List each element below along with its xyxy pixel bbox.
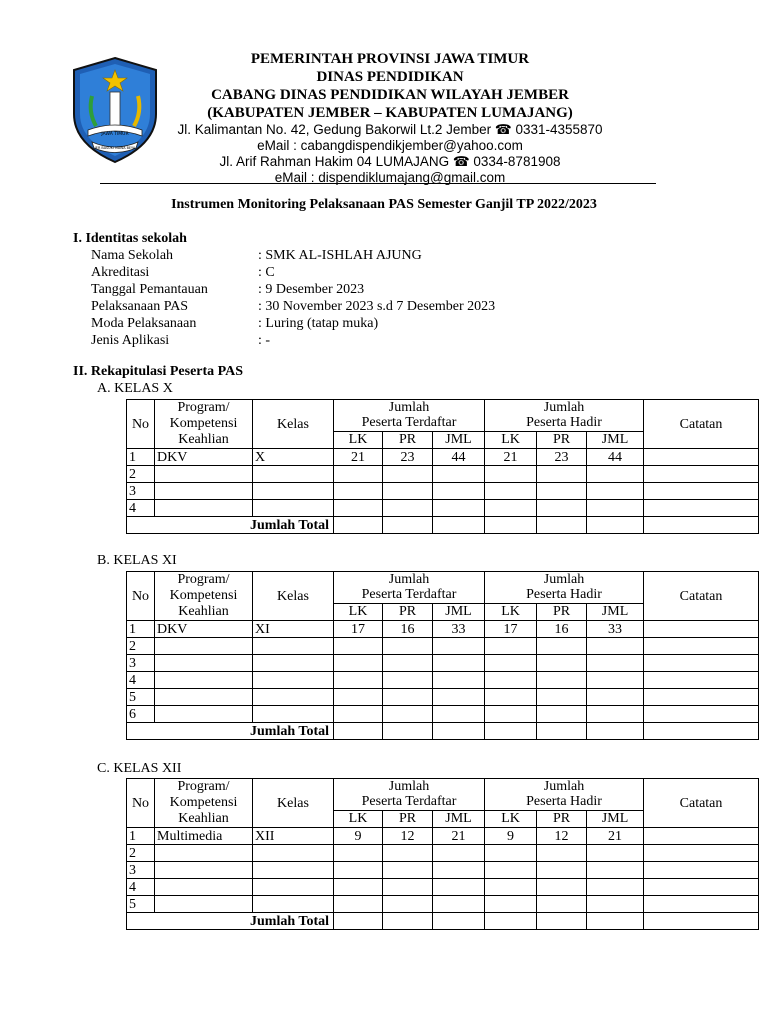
total-row bbox=[127, 913, 759, 930]
rekap-table bbox=[126, 399, 759, 534]
cell-h-jml bbox=[587, 466, 644, 483]
header-jumlah: Jumlah bbox=[388, 400, 430, 416]
cell-t-pr: 12 bbox=[383, 828, 433, 845]
cell-t-jml bbox=[433, 896, 485, 913]
cell-h-jml bbox=[587, 483, 644, 500]
total-label: Jumlah Total bbox=[127, 517, 334, 534]
table-row bbox=[127, 621, 759, 638]
cell-h-pr: 23 bbox=[537, 449, 587, 466]
class-heading: C. KELAS XII bbox=[97, 761, 182, 776]
cell-no: 3 bbox=[127, 862, 155, 879]
header-jml: JML bbox=[433, 810, 485, 827]
header-jumlah: Jumlah bbox=[388, 779, 430, 795]
total-cell bbox=[383, 723, 433, 740]
header-pr: PR bbox=[537, 603, 587, 620]
header-peserta-hadir: Peserta Hadir bbox=[526, 794, 602, 810]
cell-t-pr bbox=[383, 672, 433, 689]
identitas-value: : Luring (tatap muka) bbox=[258, 316, 379, 331]
header-lk: LK bbox=[485, 603, 537, 620]
cell-t-lk bbox=[334, 638, 383, 655]
header-lk: LK bbox=[485, 810, 537, 827]
cell-program bbox=[155, 672, 253, 689]
cell-catatan bbox=[644, 483, 759, 500]
cell-h-jml bbox=[587, 845, 644, 862]
cell-program bbox=[155, 655, 253, 672]
cell-t-jml bbox=[433, 638, 485, 655]
header-program-line: Kompetensi bbox=[169, 416, 238, 431]
header-program-line: Keahlian bbox=[178, 604, 229, 619]
total-row bbox=[127, 517, 759, 534]
cell-h-pr bbox=[537, 672, 587, 689]
table-row bbox=[127, 862, 759, 879]
cell-kelas bbox=[253, 672, 334, 689]
header-lk: LK bbox=[334, 431, 383, 448]
class-heading: A. KELAS X bbox=[97, 381, 173, 396]
total-cell bbox=[587, 517, 644, 534]
cell-h-lk bbox=[485, 862, 537, 879]
header-jumlah: Jumlah bbox=[388, 572, 430, 588]
cell-kelas: X bbox=[253, 449, 334, 466]
cell-no: 6 bbox=[127, 706, 155, 723]
total-cell bbox=[537, 517, 587, 534]
cell-t-jml bbox=[433, 862, 485, 879]
cell-catatan bbox=[644, 879, 759, 896]
cell-t-lk bbox=[334, 672, 383, 689]
total-cell bbox=[644, 913, 759, 930]
total-row bbox=[127, 723, 759, 740]
cell-no: 5 bbox=[127, 896, 155, 913]
cell-t-jml bbox=[433, 879, 485, 896]
cell-h-lk bbox=[485, 672, 537, 689]
table-row bbox=[127, 689, 759, 706]
table-row bbox=[127, 655, 759, 672]
cell-kelas bbox=[253, 706, 334, 723]
total-cell bbox=[485, 517, 537, 534]
cell-h-lk bbox=[485, 466, 537, 483]
cell-kelas bbox=[253, 896, 334, 913]
cell-h-jml: 33 bbox=[587, 621, 644, 638]
total-label: Jumlah Total bbox=[127, 723, 334, 740]
cell-no: 4 bbox=[127, 879, 155, 896]
total-cell bbox=[537, 913, 587, 930]
header-terdaftar bbox=[334, 400, 485, 432]
header-pr: PR bbox=[383, 603, 433, 620]
cell-t-lk bbox=[334, 689, 383, 706]
identitas-label: Pelaksanaan PAS bbox=[91, 299, 189, 314]
header-program-line: Keahlian bbox=[178, 811, 229, 826]
cell-t-jml bbox=[433, 689, 485, 706]
cell-t-pr: 16 bbox=[383, 621, 433, 638]
header-hadir bbox=[485, 400, 644, 432]
table-row bbox=[127, 828, 759, 845]
cell-h-pr bbox=[537, 896, 587, 913]
cell-kelas bbox=[253, 638, 334, 655]
class-heading: B. KELAS XI bbox=[97, 553, 177, 568]
cell-program bbox=[155, 500, 253, 517]
section-rekap-heading: II. Rekapitulasi Peserta PAS bbox=[73, 364, 244, 379]
identitas-label: Moda Pelaksanaan bbox=[91, 316, 197, 331]
section-identitas-heading: I. Identitas sekolah bbox=[73, 231, 187, 246]
identitas-label: Jenis Aplikasi bbox=[91, 333, 170, 348]
rekap-table bbox=[126, 571, 759, 740]
cell-h-lk: 17 bbox=[485, 621, 537, 638]
header-pr: PR bbox=[383, 810, 433, 827]
cell-t-jml: 33 bbox=[433, 621, 485, 638]
cell-program: DKV bbox=[155, 621, 253, 638]
cell-no: 2 bbox=[127, 466, 155, 483]
total-cell bbox=[644, 517, 759, 534]
letterhead bbox=[150, 50, 630, 186]
cell-t-pr bbox=[383, 466, 433, 483]
header-kelas: Kelas bbox=[253, 779, 334, 828]
cell-kelas bbox=[253, 862, 334, 879]
cell-h-jml bbox=[587, 879, 644, 896]
header-program-line: Kompetensi bbox=[169, 588, 238, 603]
letterhead-email-jember: eMail : cabangdispendikjember@yahoo.com bbox=[257, 138, 523, 153]
total-cell bbox=[587, 913, 644, 930]
cell-t-lk bbox=[334, 706, 383, 723]
identitas-value: : C bbox=[258, 265, 275, 280]
cell-t-pr bbox=[383, 706, 433, 723]
cell-t-jml bbox=[433, 655, 485, 672]
header-jml: JML bbox=[587, 603, 644, 620]
cell-catatan bbox=[644, 862, 759, 879]
cell-no: 1 bbox=[127, 449, 155, 466]
cell-h-jml: 21 bbox=[587, 828, 644, 845]
cell-h-pr: 12 bbox=[537, 828, 587, 845]
header-jumlah: Jumlah bbox=[543, 779, 585, 795]
cell-t-pr bbox=[383, 845, 433, 862]
header-peserta-terdaftar: Peserta Terdaftar bbox=[361, 794, 457, 810]
cell-h-pr bbox=[537, 638, 587, 655]
cell-no: 3 bbox=[127, 483, 155, 500]
cell-t-pr: 23 bbox=[383, 449, 433, 466]
cell-h-jml bbox=[587, 672, 644, 689]
cell-h-jml bbox=[587, 706, 644, 723]
cell-h-lk: 9 bbox=[485, 828, 537, 845]
header-hadir bbox=[485, 572, 644, 604]
letterhead-line-1: PEMERINTAH PROVINSI JAWA TIMUR bbox=[250, 51, 530, 67]
cell-no: 1 bbox=[127, 621, 155, 638]
cell-t-lk: 9 bbox=[334, 828, 383, 845]
total-cell bbox=[587, 723, 644, 740]
cell-no: 3 bbox=[127, 655, 155, 672]
header-program-line: Kompetensi bbox=[169, 795, 238, 810]
cell-t-pr bbox=[383, 655, 433, 672]
header-no: No bbox=[127, 572, 155, 621]
header-terdaftar bbox=[334, 572, 485, 604]
header-lk: LK bbox=[334, 603, 383, 620]
total-label: Jumlah Total bbox=[127, 913, 334, 930]
cell-program bbox=[155, 689, 253, 706]
cell-t-pr bbox=[383, 638, 433, 655]
cell-h-pr bbox=[537, 706, 587, 723]
header-jml: JML bbox=[433, 431, 485, 448]
cell-h-lk bbox=[485, 706, 537, 723]
cell-h-lk bbox=[485, 896, 537, 913]
table-row bbox=[127, 483, 759, 500]
header-lk: LK bbox=[485, 431, 537, 448]
cell-t-jml bbox=[433, 483, 485, 500]
letterhead-address-lumajang: Jl. Arif Rahman Hakim 04 LUMAJANG ☎ 0334-8781908 bbox=[219, 154, 561, 169]
identitas-label: Akreditasi bbox=[91, 265, 150, 280]
header-no: No bbox=[127, 400, 155, 449]
logo-name-text: JAWA TIMUR bbox=[101, 132, 129, 137]
header-jml: JML bbox=[587, 431, 644, 448]
cell-t-pr bbox=[383, 689, 433, 706]
total-cell bbox=[334, 517, 383, 534]
letterhead-divider bbox=[100, 183, 656, 184]
header-program-line: Program/ bbox=[177, 779, 230, 794]
cell-kelas bbox=[253, 466, 334, 483]
cell-h-jml: 44 bbox=[587, 449, 644, 466]
cell-catatan bbox=[644, 500, 759, 517]
cell-t-lk: 17 bbox=[334, 621, 383, 638]
cell-t-jml bbox=[433, 500, 485, 517]
cell-h-lk bbox=[485, 500, 537, 517]
cell-program bbox=[155, 896, 253, 913]
header-hadir bbox=[485, 779, 644, 811]
cell-catatan bbox=[644, 466, 759, 483]
table-row bbox=[127, 466, 759, 483]
cell-h-jml bbox=[587, 896, 644, 913]
table-row bbox=[127, 845, 759, 862]
cell-t-pr bbox=[383, 896, 433, 913]
cell-t-pr bbox=[383, 862, 433, 879]
cell-catatan bbox=[644, 845, 759, 862]
cell-program bbox=[155, 638, 253, 655]
cell-kelas bbox=[253, 483, 334, 500]
cell-h-jml bbox=[587, 689, 644, 706]
letterhead-address-jember: Jl. Kalimantan No. 42, Gedung Bakorwil Lt.2 Jember ☎ 0331-4355870 bbox=[177, 122, 603, 137]
cell-t-jml bbox=[433, 706, 485, 723]
cell-t-jml: 21 bbox=[433, 828, 485, 845]
header-kelas: Kelas bbox=[253, 572, 334, 621]
total-cell bbox=[433, 723, 485, 740]
cell-h-lk bbox=[485, 483, 537, 500]
cell-catatan bbox=[644, 828, 759, 845]
cell-h-pr bbox=[537, 483, 587, 500]
cell-no: 2 bbox=[127, 638, 155, 655]
cell-h-jml bbox=[587, 500, 644, 517]
cell-h-pr bbox=[537, 689, 587, 706]
cell-catatan bbox=[644, 706, 759, 723]
cell-t-lk bbox=[334, 500, 383, 517]
total-cell bbox=[383, 517, 433, 534]
cell-kelas: XI bbox=[253, 621, 334, 638]
logo-motto-text: JER BASUKI MAWA BEYA bbox=[94, 146, 136, 150]
cell-t-pr bbox=[383, 879, 433, 896]
cell-program bbox=[155, 845, 253, 862]
letterhead-line-2: DINAS PENDIDIKAN bbox=[316, 69, 464, 85]
identitas-label: Nama Sekolah bbox=[91, 248, 174, 263]
cell-t-lk bbox=[334, 483, 383, 500]
cell-h-lk bbox=[485, 845, 537, 862]
header-catatan: Catatan bbox=[644, 572, 759, 621]
cell-h-jml bbox=[587, 862, 644, 879]
cell-t-jml bbox=[433, 672, 485, 689]
identitas-label: Tanggal Pemantauan bbox=[91, 282, 208, 297]
table-row bbox=[127, 500, 759, 517]
cell-kelas bbox=[253, 655, 334, 672]
table-row bbox=[127, 896, 759, 913]
table-row bbox=[127, 672, 759, 689]
cell-no: 4 bbox=[127, 500, 155, 517]
cell-h-pr bbox=[537, 500, 587, 517]
identitas-value: : - bbox=[258, 333, 271, 348]
header-kelas: Kelas bbox=[253, 400, 334, 449]
header-lk: LK bbox=[334, 810, 383, 827]
header-program-line: Keahlian bbox=[178, 432, 229, 447]
cell-t-pr bbox=[383, 500, 433, 517]
header-pr: PR bbox=[537, 431, 587, 448]
header-peserta-hadir: Peserta Hadir bbox=[526, 587, 602, 603]
cell-t-pr bbox=[383, 483, 433, 500]
total-cell bbox=[485, 723, 537, 740]
cell-catatan bbox=[644, 638, 759, 655]
header-jumlah: Jumlah bbox=[543, 400, 585, 416]
letterhead-line-3: CABANG DINAS PENDIDIKAN WILAYAH JEMBER bbox=[211, 87, 569, 103]
identitas-value: : 9 Desember 2023 bbox=[258, 282, 365, 297]
header-peserta-hadir: Peserta Hadir bbox=[526, 415, 602, 431]
header-program bbox=[155, 779, 253, 828]
cell-program: DKV bbox=[155, 449, 253, 466]
cell-catatan bbox=[644, 896, 759, 913]
cell-h-pr: 16 bbox=[537, 621, 587, 638]
cell-t-lk bbox=[334, 896, 383, 913]
cell-t-lk bbox=[334, 466, 383, 483]
total-cell bbox=[383, 913, 433, 930]
cell-t-lk: 21 bbox=[334, 449, 383, 466]
total-cell bbox=[433, 517, 485, 534]
total-cell bbox=[537, 723, 587, 740]
cell-catatan bbox=[644, 672, 759, 689]
header-peserta-terdaftar: Peserta Terdaftar bbox=[361, 587, 457, 603]
cell-catatan bbox=[644, 449, 759, 466]
total-cell bbox=[334, 913, 383, 930]
cell-kelas bbox=[253, 689, 334, 706]
header-jumlah: Jumlah bbox=[543, 572, 585, 588]
cell-kelas bbox=[253, 500, 334, 517]
header-program-line: Program/ bbox=[177, 400, 230, 415]
cell-no: 5 bbox=[127, 689, 155, 706]
cell-program bbox=[155, 706, 253, 723]
header-program bbox=[155, 572, 253, 621]
cell-h-pr bbox=[537, 655, 587, 672]
header-catatan: Catatan bbox=[644, 400, 759, 449]
cell-catatan bbox=[644, 621, 759, 638]
cell-h-pr bbox=[537, 466, 587, 483]
cell-h-pr bbox=[537, 862, 587, 879]
total-cell bbox=[433, 913, 485, 930]
cell-program bbox=[155, 466, 253, 483]
header-jml: JML bbox=[587, 810, 644, 827]
cell-t-jml: 44 bbox=[433, 449, 485, 466]
total-cell bbox=[644, 723, 759, 740]
cell-t-lk bbox=[334, 879, 383, 896]
cell-kelas bbox=[253, 845, 334, 862]
letterhead-line-4: (KABUPATEN JEMBER – KABUPATEN LUMAJANG) bbox=[207, 105, 573, 121]
rekap-table bbox=[126, 778, 759, 930]
total-cell bbox=[334, 723, 383, 740]
header-program-line: Program/ bbox=[177, 572, 230, 587]
cell-program bbox=[155, 483, 253, 500]
header-catatan: Catatan bbox=[644, 779, 759, 828]
cell-t-lk bbox=[334, 845, 383, 862]
table-row bbox=[127, 449, 759, 466]
header-jml: JML bbox=[433, 603, 485, 620]
total-cell bbox=[485, 913, 537, 930]
header-pr: PR bbox=[383, 431, 433, 448]
header-pr: PR bbox=[537, 810, 587, 827]
cell-h-pr bbox=[537, 879, 587, 896]
table-row bbox=[127, 879, 759, 896]
jawa-timur-emblem-logo bbox=[70, 56, 160, 164]
cell-no: 4 bbox=[127, 672, 155, 689]
cell-program: Multimedia bbox=[155, 828, 253, 845]
cell-t-jml bbox=[433, 845, 485, 862]
cell-h-jml bbox=[587, 638, 644, 655]
cell-catatan bbox=[644, 655, 759, 672]
cell-catatan bbox=[644, 689, 759, 706]
header-program bbox=[155, 400, 253, 449]
cell-no: 2 bbox=[127, 845, 155, 862]
header-peserta-terdaftar: Peserta Terdaftar bbox=[361, 415, 457, 431]
cell-h-lk bbox=[485, 638, 537, 655]
table-row bbox=[127, 638, 759, 655]
identitas-value: : SMK AL-ISHLAH AJUNG bbox=[258, 248, 422, 263]
cell-program bbox=[155, 862, 253, 879]
document-title: Instrumen Monitoring Pelaksanaan PAS Semester Ganjil TP 2022/2023 bbox=[171, 197, 597, 212]
table-row bbox=[127, 706, 759, 723]
cell-t-lk bbox=[334, 655, 383, 672]
cell-program bbox=[155, 879, 253, 896]
cell-no: 1 bbox=[127, 828, 155, 845]
cell-h-lk bbox=[485, 689, 537, 706]
cell-kelas bbox=[253, 879, 334, 896]
cell-h-lk bbox=[485, 655, 537, 672]
cell-h-lk: 21 bbox=[485, 449, 537, 466]
cell-h-pr bbox=[537, 845, 587, 862]
cell-t-jml bbox=[433, 466, 485, 483]
header-terdaftar bbox=[334, 779, 485, 811]
identitas-value: : 30 November 2023 s.d 7 Desember 2023 bbox=[258, 299, 496, 314]
cell-h-lk bbox=[485, 879, 537, 896]
cell-t-lk bbox=[334, 862, 383, 879]
header-no: No bbox=[127, 779, 155, 828]
cell-h-jml bbox=[587, 655, 644, 672]
cell-kelas: XII bbox=[253, 828, 334, 845]
letterhead-email-lumajang: eMail : dispendiklumajang@gmail.com bbox=[274, 170, 506, 185]
